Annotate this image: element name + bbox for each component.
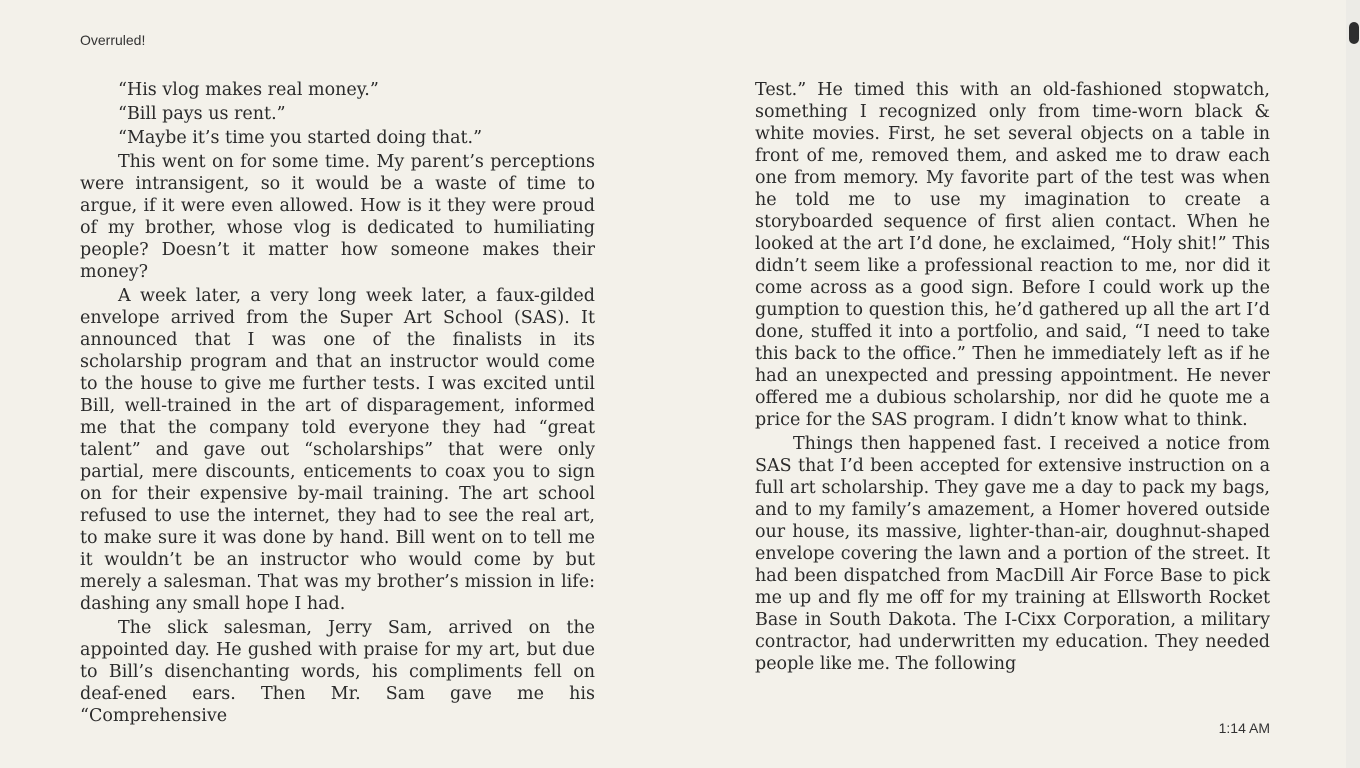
book-title: Overruled! xyxy=(80,32,146,48)
vertical-scrollbar[interactable] xyxy=(1346,0,1360,768)
paragraph: Things then happened fast. I received a notice from SAS that I’d been accepted for extensive instruction on a full art scholarship. They gave me a day to pack my bags, and to my family’s amazement, a Homer hovered outside our house, its massive, lighter-than-air, doughnut-shaped envelope covering the lawn and a portion of the street. It had been dispatched from MacDill Air Force Base to pick me up and fly me off for my training at Ellsworth Rocket Base in South Dakota. The I-Cixx Corporation, a military contractor, had underwritten my education. They needed people like me. The following xyxy=(755,434,1270,674)
paragraph: “Bill pays us rent.” xyxy=(118,104,286,124)
clock: 1:14 AM xyxy=(1218,720,1270,736)
paragraph: This went on for some time. My parent’s perceptions were intransigent, so it would be a waste of time to argue, if it were even allowed. How is it they were proud of my brother, whose vlog is dedicated to humiliating people? Doesn’t it matter how someone makes their money? xyxy=(80,152,595,282)
paragraph: The slick salesman, Jerry Sam, arrived on the appointed day. He gushed with praise for my art, but due to Bill’s disenchanting words, his compliments fell on deaf-ened ears. Then Mr. Sam gave me his “Comprehensive xyxy=(80,618,595,726)
paragraph: “Maybe it’s time you started doing that.” xyxy=(118,128,483,148)
paragraph: Test.” He timed this with an old-fashioned stopwatch, something I recognized only from time-worn black & white movies. First, he set several objects on a table in front of me, removed them, and asked me to draw each one from memory. My favorite part of the test was when he told me to use my imagination to create a storyboarded sequence of first alien contact. When he looked at the art I’d done, he exclaimed, “Holy shit!” This didn’t seem like a professional reaction to me, nor did it come across as a good sign. Before I could work up the gumption to question this, he’d gathered up all the art I’d done, stuffed it into a portfolio, and said, “I need to take this back to the office.” Then he immediately left as if he had an unexpected and pressing appointment. He never offered me a dubious scholarship, nor did he quote me a price for the SAS program. I didn’t know what to think. xyxy=(755,80,1270,430)
left-page xyxy=(80,79,595,726)
scrollbar-thumb[interactable] xyxy=(1349,22,1359,44)
paragraph: “His vlog makes real money.” xyxy=(118,80,379,100)
paragraph: A week later, a very long week later, a faux-gilded envelope arrived from the Super Art School (SAS). It announced that I was one of the finalists in its scholarship program and that an instructor would come to the house to give me further tests. I was excited until Bill, well-trained in the art of disparagement, informed me that the company told everyone they had “great talent” and gave out “scholarships” that were only partial, mere discounts, enticements to coax you to sign on for their expensive by-mail training. The art school refused to use the internet, they had to see the real art, to make sure it was done by hand. Bill went on to tell me it wouldn’t be an instructor who would come by but merely a salesman. That was my brother’s mission in life: dashing any small hope I had. xyxy=(80,286,595,614)
right-page xyxy=(755,79,1270,685)
